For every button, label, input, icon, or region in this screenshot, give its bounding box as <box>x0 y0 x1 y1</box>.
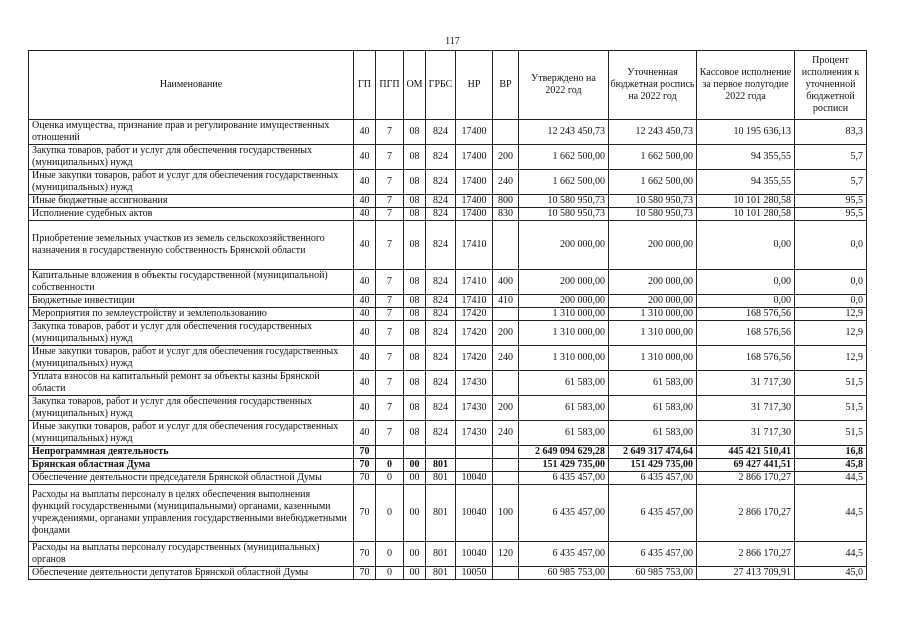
cell-cash: 69 427 441,51 <box>697 459 795 472</box>
table-row <box>29 371 867 396</box>
cell-approved: 1 310 000,00 <box>519 321 609 346</box>
cell-percent: 83,3 <box>795 120 867 145</box>
cell-vr: 120 <box>493 542 519 567</box>
cell-vr <box>493 371 519 396</box>
cell-grbs: 824 <box>426 396 456 421</box>
cell-refined: 1 662 500,00 <box>609 145 697 170</box>
table-row <box>29 208 867 221</box>
cell-vr: 800 <box>493 195 519 208</box>
cell-grbs: 824 <box>426 371 456 396</box>
header-pgp: ПГП <box>376 51 404 120</box>
cell-grbs: 824 <box>426 221 456 270</box>
cell-np: 17420 <box>456 346 493 371</box>
table-row <box>29 542 867 567</box>
cell-name: Обеспечение деятельности председателя Брянской областной Думы <box>29 472 354 485</box>
cell-pgp: 7 <box>376 371 404 396</box>
cell-name: Иные бюджетные ассигнования <box>29 195 354 208</box>
cell-percent: 95,5 <box>795 208 867 221</box>
cell-refined: 10 580 950,73 <box>609 195 697 208</box>
cell-name: Оценка имущества, признание прав и регулирование имущественных отношений <box>29 120 354 145</box>
cell-om: 08 <box>404 145 426 170</box>
cell-grbs: 801 <box>426 472 456 485</box>
cell-percent: 51,5 <box>795 396 867 421</box>
cell-pgp: 7 <box>376 346 404 371</box>
cell-name: Расходы на выплаты персоналу государственных (муниципальных) органов <box>29 542 354 567</box>
page-number: 117 <box>445 36 460 47</box>
cell-cash: 0,00 <box>697 295 795 308</box>
cell-om: 00 <box>404 485 426 542</box>
table-row <box>29 459 867 472</box>
cell-vr: 410 <box>493 295 519 308</box>
budget-table <box>28 50 867 580</box>
table-row <box>29 270 867 295</box>
cell-name: Обеспечение деятельности депутатов Брянской областной Думы <box>29 567 354 580</box>
cell-om: 00 <box>404 472 426 485</box>
cell-refined: 200 000,00 <box>609 295 697 308</box>
cell-np: 17410 <box>456 295 493 308</box>
cell-approved: 12 243 450,73 <box>519 120 609 145</box>
table-row <box>29 567 867 580</box>
cell-gp: 40 <box>354 145 376 170</box>
cell-gp: 40 <box>354 295 376 308</box>
cell-om: 00 <box>404 459 426 472</box>
cell-approved: 200 000,00 <box>519 221 609 270</box>
cell-percent: 44,5 <box>795 485 867 542</box>
cell-refined: 61 583,00 <box>609 421 697 446</box>
cell-om: 08 <box>404 170 426 195</box>
cell-pgp: 7 <box>376 308 404 321</box>
cell-gp: 40 <box>354 371 376 396</box>
cell-refined: 10 580 950,73 <box>609 208 697 221</box>
cell-gp: 70 <box>354 472 376 485</box>
cell-gp: 40 <box>354 170 376 195</box>
cell-np: 17430 <box>456 396 493 421</box>
cell-refined: 200 000,00 <box>609 221 697 270</box>
cell-grbs: 824 <box>426 170 456 195</box>
cell-gp: 40 <box>354 421 376 446</box>
cell-percent: 0,0 <box>795 295 867 308</box>
cell-name: Уплата взносов на капитальный ремонт за объекты казны Брянской области <box>29 371 354 396</box>
cell-np: 17400 <box>456 120 493 145</box>
cell-refined: 1 310 000,00 <box>609 308 697 321</box>
cell-cash: 31 717,30 <box>697 371 795 396</box>
cell-cash: 10 101 280,58 <box>697 195 795 208</box>
table-row <box>29 170 867 195</box>
cell-approved: 200 000,00 <box>519 295 609 308</box>
cell-refined: 12 243 450,73 <box>609 120 697 145</box>
cell-cash: 10 101 280,58 <box>697 208 795 221</box>
cell-gp: 70 <box>354 542 376 567</box>
cell-vr: 240 <box>493 346 519 371</box>
cell-grbs: 824 <box>426 321 456 346</box>
cell-cash: 0,00 <box>697 221 795 270</box>
cell-om: 08 <box>404 295 426 308</box>
cell-gp: 40 <box>354 321 376 346</box>
cell-gp: 40 <box>354 195 376 208</box>
cell-vr <box>493 472 519 485</box>
cell-grbs: 824 <box>426 295 456 308</box>
cell-pgp: 7 <box>376 195 404 208</box>
cell-grbs: 801 <box>426 567 456 580</box>
cell-gp: 70 <box>354 485 376 542</box>
cell-vr: 200 <box>493 396 519 421</box>
cell-vr <box>493 120 519 145</box>
cell-percent: 5,7 <box>795 170 867 195</box>
table-body <box>29 120 867 580</box>
cell-name: Закупка товаров, работ и услуг для обеспечения государственных (муниципальных) нужд <box>29 396 354 421</box>
cell-percent: 0,0 <box>795 270 867 295</box>
cell-gp: 70 <box>354 567 376 580</box>
cell-grbs: 824 <box>426 195 456 208</box>
cell-gp: 40 <box>354 346 376 371</box>
cell-grbs <box>426 446 456 459</box>
cell-percent: 51,5 <box>795 371 867 396</box>
cell-grbs: 824 <box>426 308 456 321</box>
cell-np <box>456 459 493 472</box>
cell-approved: 61 583,00 <box>519 371 609 396</box>
cell-name: Непрограммная деятельность <box>29 446 354 459</box>
cell-approved: 10 580 950,73 <box>519 195 609 208</box>
cell-np: 17400 <box>456 195 493 208</box>
table-row <box>29 295 867 308</box>
cell-cash: 2 866 170,27 <box>697 485 795 542</box>
table-row <box>29 485 867 542</box>
cell-gp: 70 <box>354 446 376 459</box>
cell-np: 10040 <box>456 485 493 542</box>
cell-refined: 6 435 457,00 <box>609 472 697 485</box>
header-om: ОМ <box>404 51 426 120</box>
cell-pgp: 0 <box>376 472 404 485</box>
header-vr: ВР <box>493 51 519 120</box>
table-row <box>29 396 867 421</box>
cell-approved: 1 662 500,00 <box>519 170 609 195</box>
cell-percent: 95,5 <box>795 195 867 208</box>
cell-approved: 151 429 735,00 <box>519 459 609 472</box>
cell-om: 08 <box>404 221 426 270</box>
cell-pgp: 0 <box>376 542 404 567</box>
cell-pgp: 7 <box>376 270 404 295</box>
cell-cash: 94 355,55 <box>697 145 795 170</box>
cell-gp: 40 <box>354 221 376 270</box>
cell-gp: 40 <box>354 270 376 295</box>
cell-cash: 0,00 <box>697 270 795 295</box>
cell-vr: 830 <box>493 208 519 221</box>
cell-grbs: 801 <box>426 542 456 567</box>
cell-percent: 0,0 <box>795 221 867 270</box>
cell-pgp: 7 <box>376 120 404 145</box>
cell-om: 08 <box>404 396 426 421</box>
cell-om: 00 <box>404 542 426 567</box>
cell-grbs: 801 <box>426 459 456 472</box>
cell-vr: 200 <box>493 321 519 346</box>
cell-percent: 45,8 <box>795 459 867 472</box>
cell-vr <box>493 459 519 472</box>
cell-approved: 2 649 094 629,28 <box>519 446 609 459</box>
table-row <box>29 472 867 485</box>
cell-approved: 6 435 457,00 <box>519 472 609 485</box>
cell-approved: 6 435 457,00 <box>519 485 609 542</box>
cell-om: 08 <box>404 308 426 321</box>
cell-om: 08 <box>404 270 426 295</box>
cell-np: 17400 <box>456 208 493 221</box>
cell-vr <box>493 221 519 270</box>
cell-pgp: 7 <box>376 421 404 446</box>
cell-refined: 151 429 735,00 <box>609 459 697 472</box>
table-row <box>29 308 867 321</box>
cell-approved: 1 662 500,00 <box>519 145 609 170</box>
cell-om: 08 <box>404 120 426 145</box>
cell-pgp: 7 <box>376 208 404 221</box>
cell-np: 10050 <box>456 567 493 580</box>
cell-refined: 1 662 500,00 <box>609 170 697 195</box>
header-cash: Кассовое исполнение за первое полугодие 2022 года <box>697 51 795 120</box>
cell-cash: 2 866 170,27 <box>697 542 795 567</box>
cell-name: Бюджетные инвестиции <box>29 295 354 308</box>
cell-grbs: 824 <box>426 346 456 371</box>
cell-cash: 10 195 636,13 <box>697 120 795 145</box>
cell-name: Капитальные вложения в объекты государственной (муниципальной) собственности <box>29 270 354 295</box>
cell-gp: 40 <box>354 396 376 421</box>
cell-vr: 240 <box>493 421 519 446</box>
cell-refined: 60 985 753,00 <box>609 567 697 580</box>
cell-approved: 61 583,00 <box>519 421 609 446</box>
cell-np: 17420 <box>456 321 493 346</box>
cell-pgp: 7 <box>376 396 404 421</box>
cell-cash: 2 866 170,27 <box>697 472 795 485</box>
cell-vr <box>493 446 519 459</box>
cell-pgp: 0 <box>376 459 404 472</box>
cell-vr: 400 <box>493 270 519 295</box>
header-name: Наименование <box>29 51 354 120</box>
cell-name: Закупка товаров, работ и услуг для обеспечения государственных (муниципальных) нужд <box>29 145 354 170</box>
cell-refined: 61 583,00 <box>609 371 697 396</box>
header-refined: Уточненная бюджетная роспись на 2022 год <box>609 51 697 120</box>
header-percent: Процент исполнения к уточненной бюджетной росписи <box>795 51 867 120</box>
cell-percent: 12,9 <box>795 321 867 346</box>
cell-grbs: 801 <box>426 485 456 542</box>
cell-cash: 31 717,30 <box>697 396 795 421</box>
cell-percent: 16,8 <box>795 446 867 459</box>
cell-cash: 168 576,56 <box>697 321 795 346</box>
cell-om: 08 <box>404 346 426 371</box>
cell-name: Иные закупки товаров, работ и услуг для обеспечения государственных (муниципальных) нужд <box>29 346 354 371</box>
cell-approved: 10 580 950,73 <box>519 208 609 221</box>
cell-pgp: 0 <box>376 567 404 580</box>
cell-grbs: 824 <box>426 120 456 145</box>
cell-vr <box>493 567 519 580</box>
cell-refined: 200 000,00 <box>609 270 697 295</box>
cell-om: 08 <box>404 371 426 396</box>
cell-grbs: 824 <box>426 145 456 170</box>
cell-percent: 44,5 <box>795 472 867 485</box>
cell-percent: 5,7 <box>795 145 867 170</box>
cell-percent: 45,0 <box>795 567 867 580</box>
cell-om: 08 <box>404 195 426 208</box>
cell-gp: 40 <box>354 208 376 221</box>
table-row <box>29 421 867 446</box>
table-row <box>29 346 867 371</box>
cell-om <box>404 446 426 459</box>
cell-name: Расходы на выплаты персоналу в целях обеспечения выполнения функций государственными (муниципальными) органами, казенными учреждениями, органами управления государственными внебюджетными фондами <box>29 485 354 542</box>
cell-grbs: 824 <box>426 270 456 295</box>
cell-percent: 12,9 <box>795 308 867 321</box>
cell-approved: 61 583,00 <box>519 396 609 421</box>
cell-np: 17410 <box>456 270 493 295</box>
header-approved: Утверждено на 2022 год <box>519 51 609 120</box>
cell-np: 17410 <box>456 221 493 270</box>
cell-np <box>456 446 493 459</box>
cell-name: Иные закупки товаров, работ и услуг для обеспечения государственных (муниципальных) нужд <box>29 170 354 195</box>
table-row <box>29 120 867 145</box>
cell-pgp: 7 <box>376 145 404 170</box>
cell-percent: 44,5 <box>795 542 867 567</box>
cell-np: 17420 <box>456 308 493 321</box>
header-grbs: ГРБС <box>426 51 456 120</box>
cell-cash: 31 717,30 <box>697 421 795 446</box>
cell-refined: 61 583,00 <box>609 396 697 421</box>
cell-om: 08 <box>404 321 426 346</box>
cell-pgp: 7 <box>376 295 404 308</box>
cell-om: 08 <box>404 208 426 221</box>
cell-vr <box>493 308 519 321</box>
cell-refined: 6 435 457,00 <box>609 485 697 542</box>
header-np: НР <box>456 51 493 120</box>
cell-refined: 6 435 457,00 <box>609 542 697 567</box>
cell-name: Исполнение судебных актов <box>29 208 354 221</box>
table-row <box>29 321 867 346</box>
cell-grbs: 824 <box>426 421 456 446</box>
cell-pgp: 7 <box>376 221 404 270</box>
cell-np: 17430 <box>456 371 493 396</box>
cell-name: Иные закупки товаров, работ и услуг для обеспечения государственных (муниципальных) нужд <box>29 421 354 446</box>
cell-pgp: 7 <box>376 321 404 346</box>
cell-cash: 445 421 510,41 <box>697 446 795 459</box>
cell-refined: 2 649 317 474,64 <box>609 446 697 459</box>
cell-cash: 27 413 709,91 <box>697 567 795 580</box>
cell-cash: 168 576,56 <box>697 308 795 321</box>
cell-percent: 12,9 <box>795 346 867 371</box>
cell-name: Приобретение земельных участков из земель сельскохозяйственного назначения в государственную собственность Брянской области <box>29 221 354 270</box>
cell-refined: 1 310 000,00 <box>609 321 697 346</box>
cell-np: 17400 <box>456 145 493 170</box>
cell-om: 08 <box>404 421 426 446</box>
cell-np: 17400 <box>456 170 493 195</box>
cell-name: Закупка товаров, работ и услуг для обеспечения государственных (муниципальных) нужд <box>29 321 354 346</box>
cell-pgp <box>376 446 404 459</box>
cell-cash: 94 355,55 <box>697 170 795 195</box>
cell-om: 00 <box>404 567 426 580</box>
table-row <box>29 195 867 208</box>
header-row <box>29 51 867 120</box>
cell-pgp: 0 <box>376 485 404 542</box>
table-row <box>29 446 867 459</box>
cell-gp: 40 <box>354 120 376 145</box>
cell-vr: 200 <box>493 145 519 170</box>
cell-name: Брянская областная Дума <box>29 459 354 472</box>
cell-pgp: 7 <box>376 170 404 195</box>
cell-approved: 6 435 457,00 <box>519 542 609 567</box>
cell-vr: 100 <box>493 485 519 542</box>
cell-cash: 168 576,56 <box>697 346 795 371</box>
cell-approved: 1 310 000,00 <box>519 308 609 321</box>
cell-vr: 240 <box>493 170 519 195</box>
cell-gp: 70 <box>354 459 376 472</box>
cell-percent: 51,5 <box>795 421 867 446</box>
cell-approved: 200 000,00 <box>519 270 609 295</box>
cell-name: Мероприятия по землеустройству и землепользованию <box>29 308 354 321</box>
cell-approved: 60 985 753,00 <box>519 567 609 580</box>
cell-refined: 1 310 000,00 <box>609 346 697 371</box>
cell-np: 17430 <box>456 421 493 446</box>
cell-np: 10040 <box>456 472 493 485</box>
table-row <box>29 145 867 170</box>
table-row <box>29 221 867 270</box>
cell-grbs: 824 <box>426 208 456 221</box>
cell-approved: 1 310 000,00 <box>519 346 609 371</box>
cell-np: 10040 <box>456 542 493 567</box>
cell-gp: 40 <box>354 308 376 321</box>
header-gp: ГП <box>354 51 376 120</box>
